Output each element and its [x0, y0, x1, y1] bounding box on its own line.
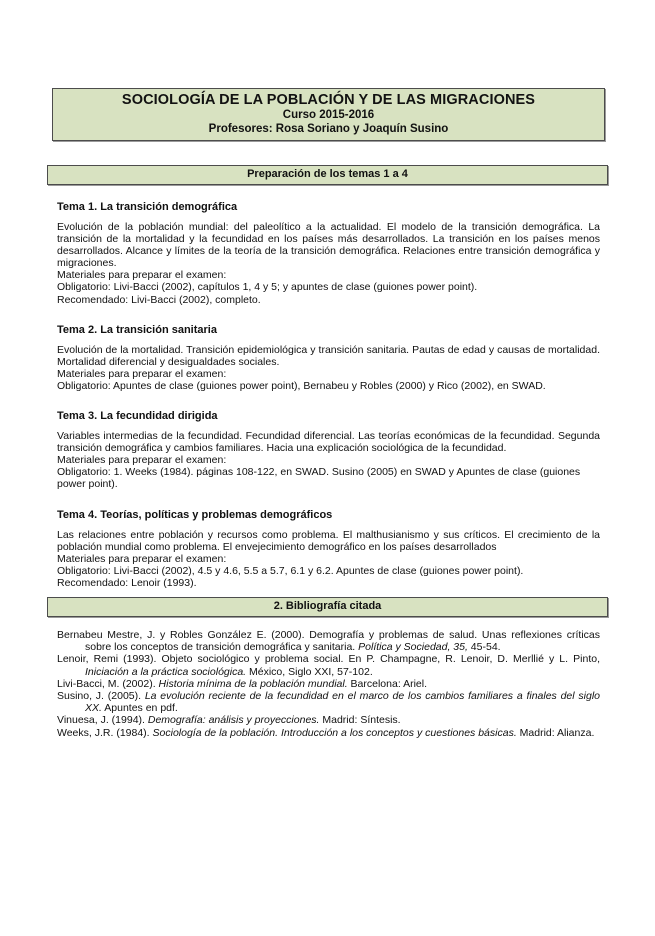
bib-text: Susino, J. (2005).: [57, 689, 145, 702]
tema-2-section: [57, 324, 600, 392]
bib-text: Madrid: Alianza.: [516, 726, 595, 739]
temas-content: [57, 201, 600, 589]
tema-2-materials-label: Materiales para preparar el examen:: [57, 367, 227, 380]
tema-4-obligatorio: Obligatorio: Livi-Bacci (2002), 4.5 y 4.6, 5.5 a 5.7, 6.1 y 6.2. Apuntes de clase (guiones power point).: [57, 564, 524, 577]
tema-3-section: [57, 410, 600, 490]
bib-text: 45-54.: [467, 641, 501, 654]
bib-text: México, Siglo XXI, 57-102.: [246, 665, 373, 678]
tema-2-obligatorio: Obligatorio: Apuntes de clase (guiones power point), Bernabeu y Robles (2000) y Rico (2002), en SWAD.: [57, 379, 546, 392]
bib-text: Livi-Bacci, M. (2002).: [57, 677, 159, 690]
bib-text: Barcelona: Ariel.: [347, 677, 428, 690]
tema-4-materials-label: Materiales para preparar el examen:: [57, 552, 227, 565]
bibliography-entry-lenoir: [57, 653, 600, 677]
bib-text: Bernabeu Mestre, J. y Robles González E. (2000). Demografía y problemas de salud. Unas reflexiones críticas sobre los conceptos de transición demográfica y sanitaria.: [57, 628, 600, 654]
tema-2-description: Evolución de la mortalidad. Transición epidemiológica y transición sanitaria. Pautas de edad y causas de mortalidad. Mortalidad diferencial y desigualdades sociales.: [57, 343, 600, 368]
tema-4-description: Las relaciones entre población y recursos como problema. El malthusianismo y sus críticos. El crecimiento de la población mundial como problema. El envejecimiento demográfico en los países desarrollados: [57, 528, 600, 553]
tema-4-section: [57, 509, 600, 589]
course-year: Curso 2015-2016: [282, 109, 375, 121]
bib-italic-title: Historia mínima de la población mundial.: [158, 677, 348, 690]
tema-1-recomendado: Recomendado: Livi-Bacci (2002), completo.: [57, 293, 261, 306]
bibliography-entry-livibacci: [57, 678, 600, 690]
tema-1-heading: Tema 1. La transición demográfica: [57, 201, 238, 213]
bib-text: Lenoir, Remi (1993). Objeto sociológico y problema social. En P. Champagne, R. Lenoir, D. Merllié y L. Pinto,: [57, 653, 600, 666]
section-header-bibliografia: 2. Bibliografía citada: [47, 597, 608, 617]
tema-3-materials-label: Materiales para preparar el examen:: [57, 454, 227, 467]
bib-italic-title: Demografía: análisis y proyecciones.: [147, 714, 320, 727]
tema-1-description: Evolución de la población mundial: del paleolítico a la actualidad. El modelo de la transición demográfica. La transición de la mortalidad y la fecundidad en los países más desarrollados. La transición en los países menos desarrollados. Alcance y límites de la teoría de la transición demográfica. Relaciones entre transición demográfica y migraciones.: [57, 221, 600, 270]
bibliography-list: [57, 629, 600, 739]
bibliography-entry-vinuesa: [57, 714, 600, 726]
bib-italic-title: La evolución reciente de la fecundidad en el marco de los cambios familiares a finales del siglo XX.: [85, 689, 600, 715]
tema-4-recomendado: Recomendado: Lenoir (1993).: [57, 576, 197, 589]
tema-2-heading: Tema 2. La transición sanitaria: [57, 323, 217, 336]
bib-text: Weeks, J.R. (1984).: [57, 726, 153, 739]
document-page: [0, 88, 655, 936]
course-header-box: [52, 88, 605, 141]
tema-1-obligatorio: Obligatorio: Livi-Bacci (2002), capítulos 1, 4 y 5; y apuntes de clase (guiones power point).: [57, 281, 478, 294]
tema-3-obligatorio: Obligatorio: 1. Weeks (1984). páginas 108-122, en SWAD. Susino (2005) en SWAD y Apuntes de clase (guiones power point).: [57, 466, 581, 491]
bib-text: Vinuesa, J. (1994).: [57, 714, 148, 727]
bib-text: Madrid: Síntesis.: [319, 714, 401, 727]
section-header-preparacion: Preparación de los temas 1 a 4: [47, 165, 608, 185]
tema-4-heading: Tema 4. Teorías, políticas y problemas demográficos: [57, 508, 333, 521]
tema-3-heading: Tema 3. La fecundidad dirigida: [57, 410, 218, 423]
course-title: SOCIOLOGÍA DE LA POBLACIÓN Y DE LAS MIGRACIONES: [121, 92, 536, 108]
bib-text: Apuntes en pdf.: [101, 702, 178, 715]
bibliography-entry-weeks: [57, 727, 600, 739]
bibliography-entry-bernabeu: [57, 629, 600, 653]
bib-italic-title: Iniciación a la práctica sociológica.: [85, 665, 247, 678]
tema-1-section: [57, 201, 600, 306]
course-professors: Profesores: Rosa Soriano y Joaquín Susino: [208, 122, 449, 135]
tema-3-description: Variables intermedias de la fecundidad. Fecundidad diferencial. Las teorías económicas de la fecundidad. Segunda transición demográfica y cambios familiares. Hacia una explicación sociológica de la fecundidad.: [57, 430, 600, 455]
bibliography-entry-susino: [57, 690, 600, 714]
tema-1-materials-label: Materiales para preparar el examen:: [57, 269, 227, 282]
bib-italic-title: Política y Sociedad, 35,: [358, 641, 468, 654]
bib-italic-title: Sociología de la población. Introducción a los conceptos y cuestiones básicas.: [152, 726, 517, 739]
